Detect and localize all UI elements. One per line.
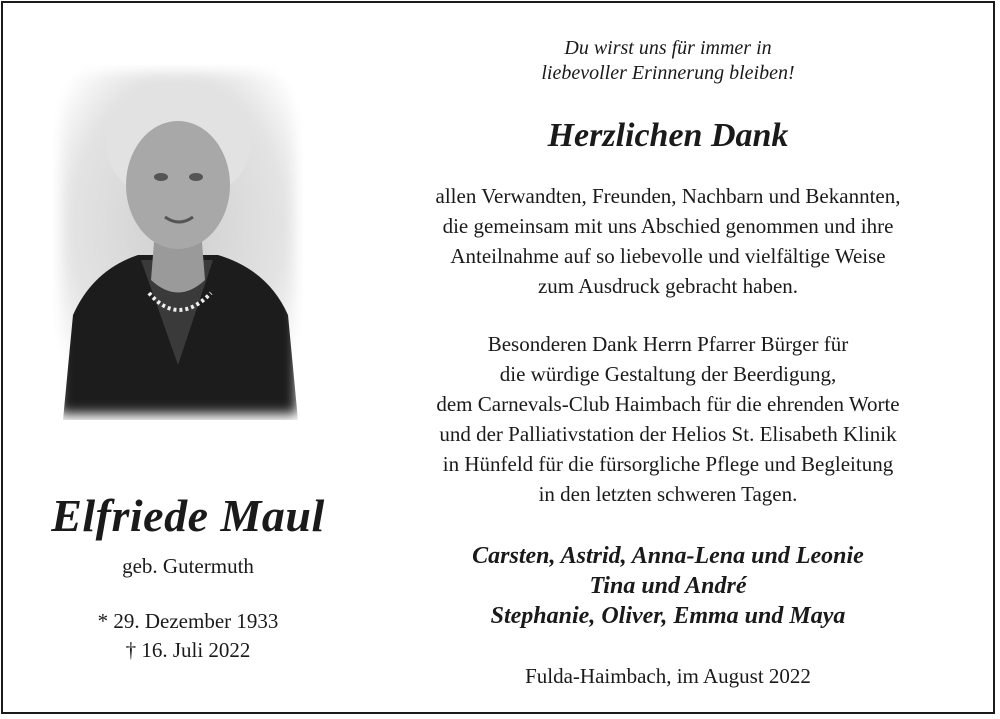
obituary-card — [1, 1, 995, 714]
portrait-photo — [53, 65, 303, 420]
family-signatures — [363, 541, 973, 631]
quote-line: liebevoller Erinnerung bleiben! — [541, 62, 795, 84]
thanks-paragraph-1 — [363, 181, 973, 301]
text-line: und der Palliativstation der Helios St. Elisabeth Klinik — [439, 422, 897, 446]
place-date: Fulda-Haimbach, im August 2022 — [525, 664, 811, 688]
text-line: zum Ausdruck gebracht haben. — [537, 274, 799, 298]
maiden-name: geb. Gutermuth — [122, 554, 254, 578]
text-line: in den letzten schweren Tagen. — [538, 482, 798, 506]
deceased-name: Elfriede Maul — [51, 490, 325, 541]
text-line: dem Carnevals-Club Haimbach für die ehrenden Worte — [436, 392, 900, 416]
text-line: in Hünfeld für die fürsorgliche Pflege und Begleitung — [442, 452, 894, 476]
death-date: † 16. Juli 2022 — [125, 638, 251, 662]
text-line: die gemeinsam mit uns Abschied genommen und ihre — [442, 214, 894, 238]
right-column — [363, 3, 973, 712]
text-line: allen Verwandten, Freunden, Nachbarn und Bekannten, — [435, 184, 901, 208]
thanks-paragraph-2 — [363, 329, 973, 509]
thanks-heading: Herzlichen Dank — [547, 117, 789, 154]
left-column — [3, 3, 373, 712]
text-line: Besonderen Dank Herrn Pfarrer Bürger für — [487, 332, 849, 356]
text-line: die würdige Gestaltung der Beerdigung, — [499, 362, 837, 386]
quote-line: Du wirst uns für immer in — [564, 37, 772, 59]
memorial-quote — [363, 36, 973, 86]
text-line: Anteilnahme auf so liebevolle und vielfältige Weise — [450, 244, 886, 268]
birth-date: * 29. Dezember 1933 — [97, 609, 279, 633]
family-line: Tina und André — [589, 573, 747, 599]
family-line: Stephanie, Oliver, Emma und Maya — [490, 603, 846, 629]
family-line: Carsten, Astrid, Anna-Lena und Leonie — [472, 543, 864, 569]
